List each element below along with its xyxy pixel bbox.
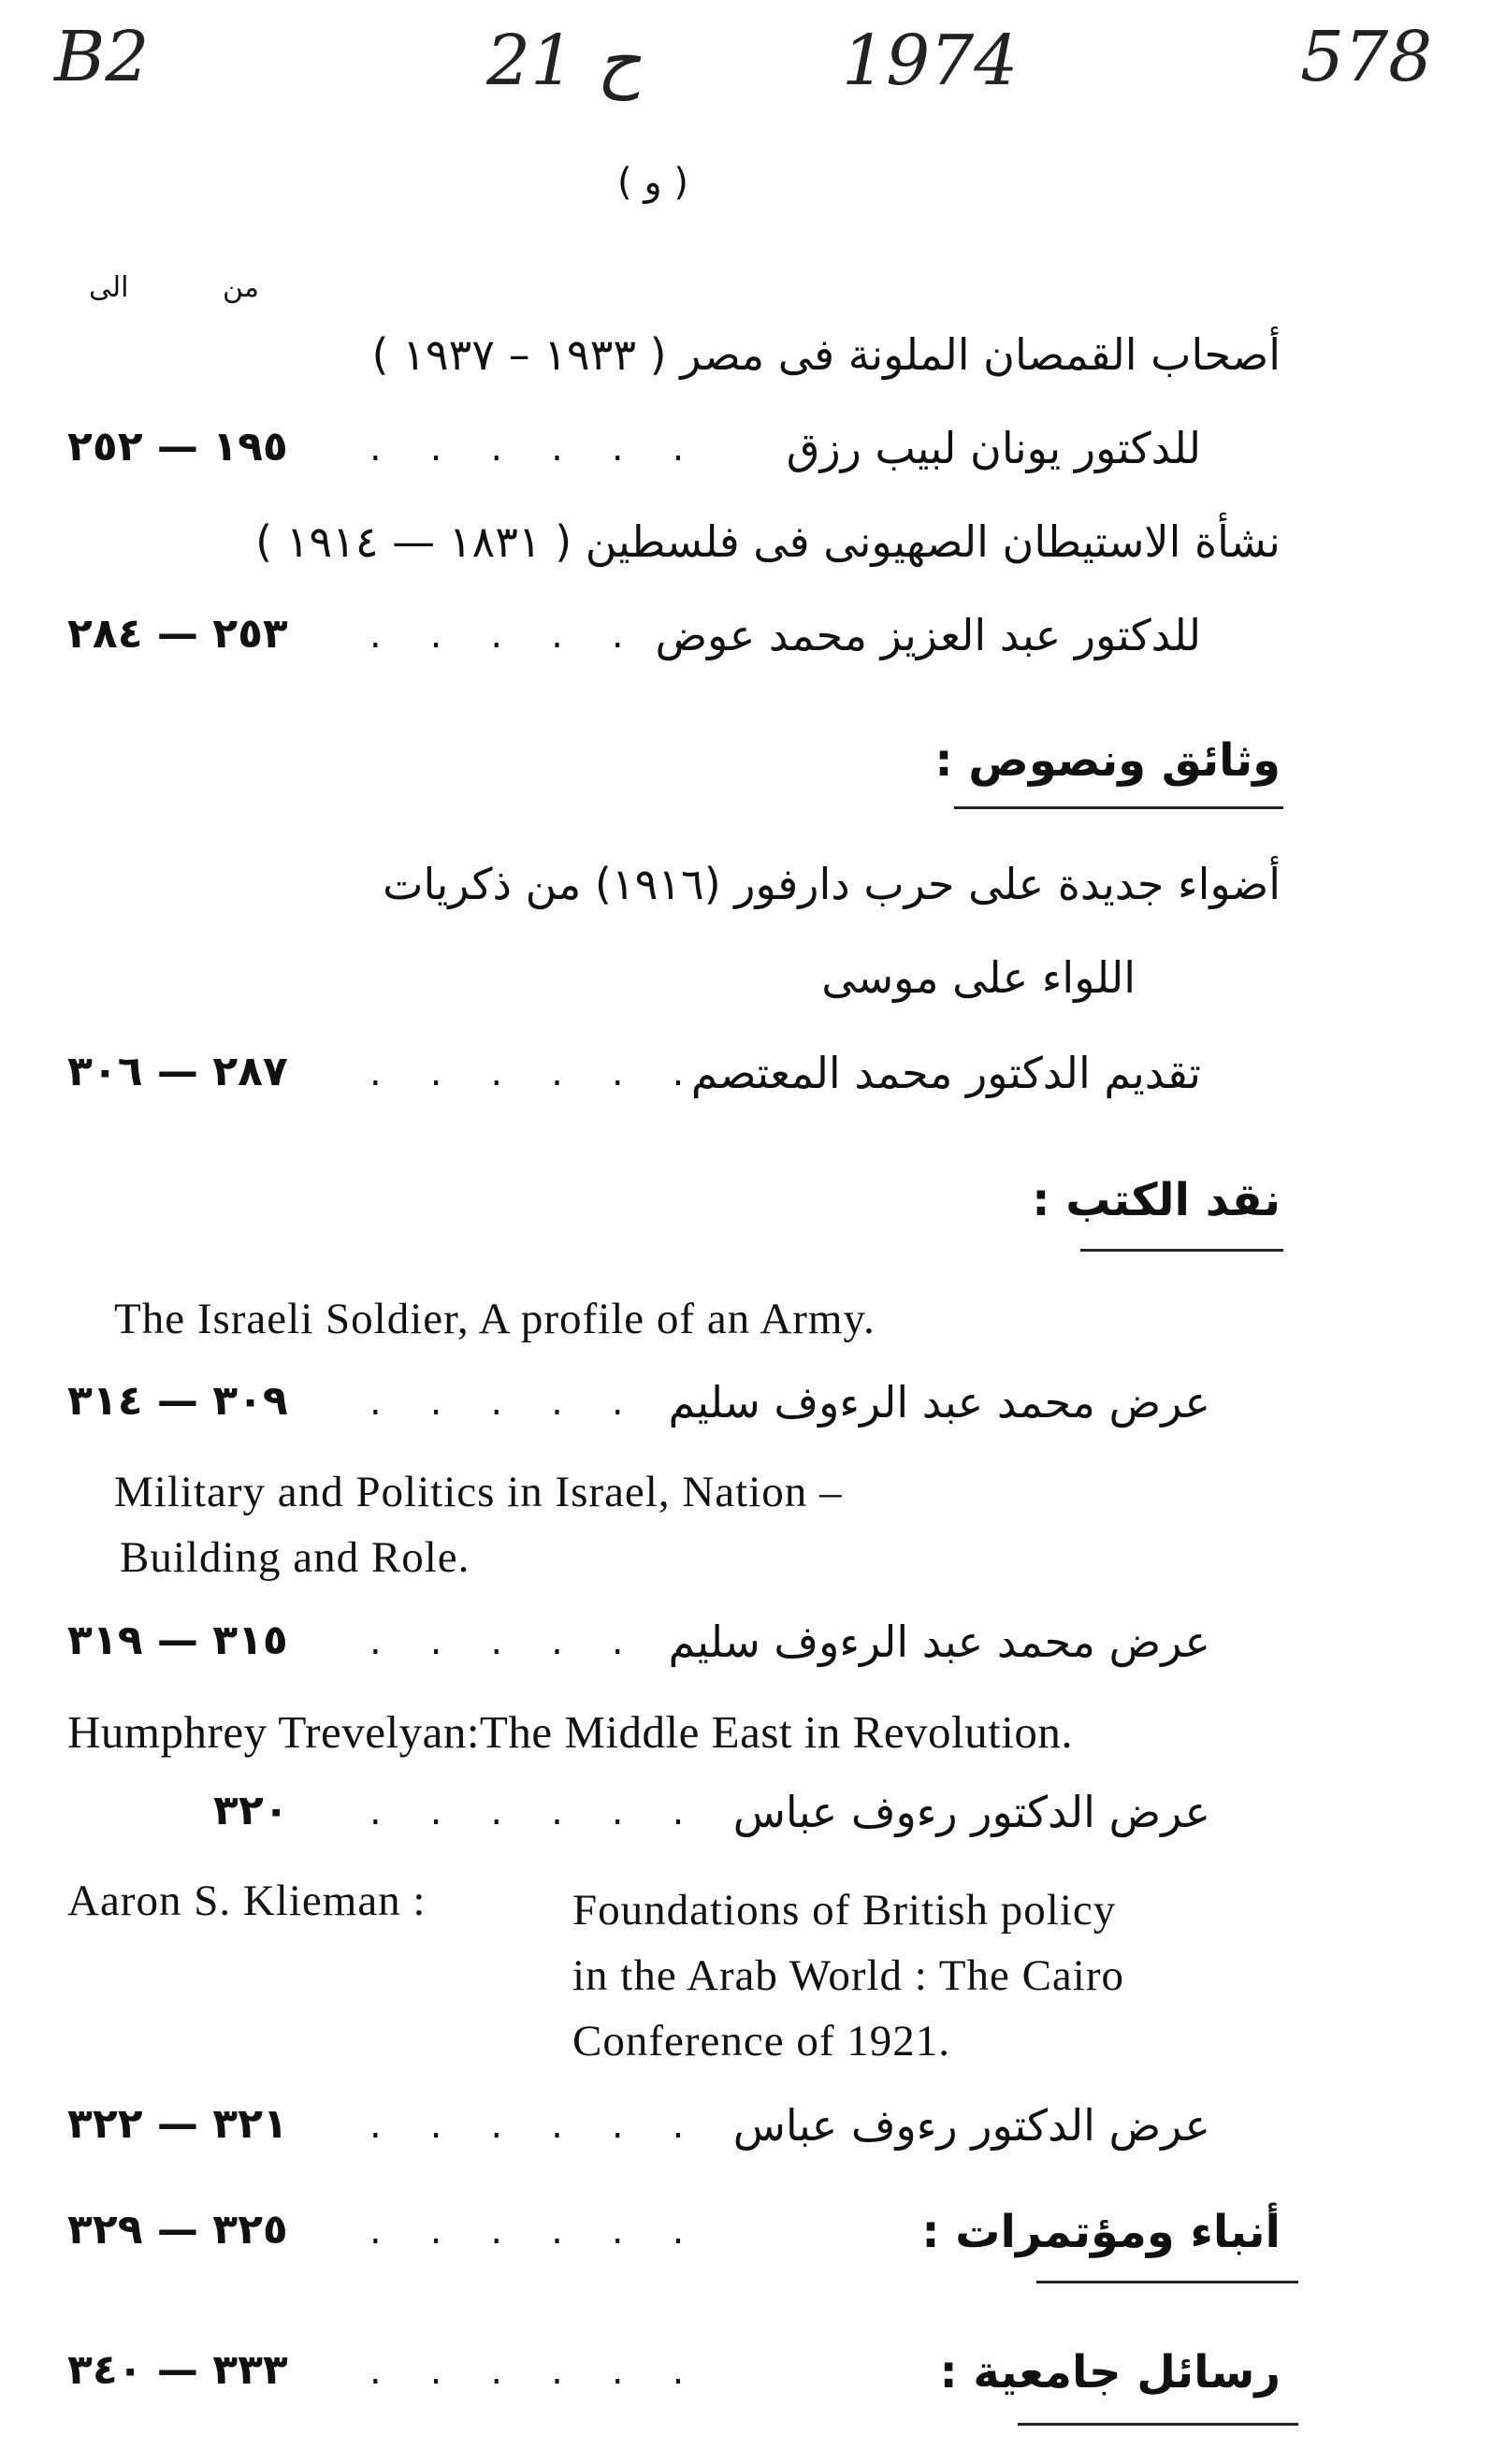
dot-leader: ...... (369, 2104, 733, 2147)
heading-underline (1018, 2423, 1298, 2426)
page-range: ٢٨٧ — ٣٠٦ (67, 1048, 288, 1095)
column-head-from: من (223, 271, 259, 304)
review-reviewer: عرض محمد عبد الرءوف سليم (668, 1616, 1210, 1667)
review-book-title: Humphrey Trevelyan:The Middle East in Revolution. (67, 1706, 1074, 1758)
page-range: ١٩٥ — ٢٥٢ (67, 423, 288, 471)
section-heading-documents: وثائق ونصوص : (934, 734, 1281, 787)
heading-underline (954, 806, 1283, 809)
page-label: ( و ) (617, 161, 688, 204)
dot-leader: ...... (369, 614, 733, 657)
dot-leader: ...... (369, 1620, 733, 1663)
page-range: ٣٢٥ — ٣٢٩ (67, 2206, 288, 2254)
page-range: ٣٢٠ (213, 1787, 289, 1834)
column-head-to: الى (89, 271, 129, 304)
handwritten-year: 1974 (842, 21, 1019, 101)
handwritten-ref-code: B2 (54, 17, 150, 97)
dot-leader: ...... (369, 2350, 733, 2393)
page-range: ٣٣٣ — ٣٤٠ (67, 2346, 288, 2394)
review-book-title-cont: in the Arab World : The Cairo (572, 1951, 1124, 2000)
dot-leader: ...... (369, 1381, 733, 1424)
section-heading-news: أنباء ومؤتمرات : (921, 2206, 1281, 2258)
documents-presenter: تقديم الدكتور محمد المعتصم (690, 1048, 1201, 1098)
entry-author: للدكتور يونان لبيب رزق (786, 423, 1201, 473)
review-book-title-cont: Building and Role. (120, 1533, 470, 1582)
review-book-title: The Israeli Soldier, A profile of an Army. (114, 1295, 876, 1343)
review-reviewer: عرض الدكتور رءوف عباس (732, 2100, 1210, 2151)
page-range: ٣٠٩ — ٣١٤ (67, 1377, 288, 1425)
page-range: ٣١٥ — ٣١٩ (67, 1616, 288, 1664)
documents-title: أضواء جديدة على حرب دارفور (١٩١٦) من ذكريات (383, 859, 1281, 909)
documents-title-cont: اللواء على موسى (821, 952, 1136, 1003)
entry-title: أصحاب القمصان الملونة فى مصر ( ١٩٣٣ – ١٩٣٧ ) (371, 329, 1281, 380)
entry-title: نشأة الاستيطان الصهيونى فى فلسطين ( ١٨٣١ — ١٩١٤ ) (255, 516, 1281, 567)
review-book-title: Foundations of British policy (572, 1886, 1117, 1935)
dot-leader: ...... (369, 2210, 733, 2253)
handwritten-number: 578 (1300, 17, 1433, 97)
dot-leader: ...... (369, 427, 733, 470)
review-reviewer: عرض الدكتور رءوف عباس (732, 1787, 1210, 1837)
page-range: ٣٢١ — ٣٢٢ (67, 2100, 288, 2148)
review-author: Aaron S. Klieman : (67, 1877, 427, 1925)
review-reviewer: عرض محمد عبد الرءوف سليم (668, 1377, 1210, 1428)
entry-author: للدكتور عبد العزيز محمد عوض (655, 610, 1201, 660)
section-heading-reviews: نقد الكتب : (1032, 1174, 1281, 1226)
heading-underline (1036, 2281, 1298, 2283)
section-heading-theses: رسائل جامعية : (939, 2346, 1281, 2399)
review-book-title-cont: Conference of 1921. (572, 2017, 950, 2065)
handwritten-volume: 21 ح (486, 21, 642, 101)
dot-leader: ...... (369, 1051, 733, 1094)
dot-leader: ...... (369, 1790, 733, 1834)
review-book-title: Military and Politics in Israel, Nation – (114, 1468, 843, 1516)
page-range: ٢٥٣ — ٢٨٤ (67, 610, 288, 658)
heading-underline (1080, 1249, 1283, 1252)
